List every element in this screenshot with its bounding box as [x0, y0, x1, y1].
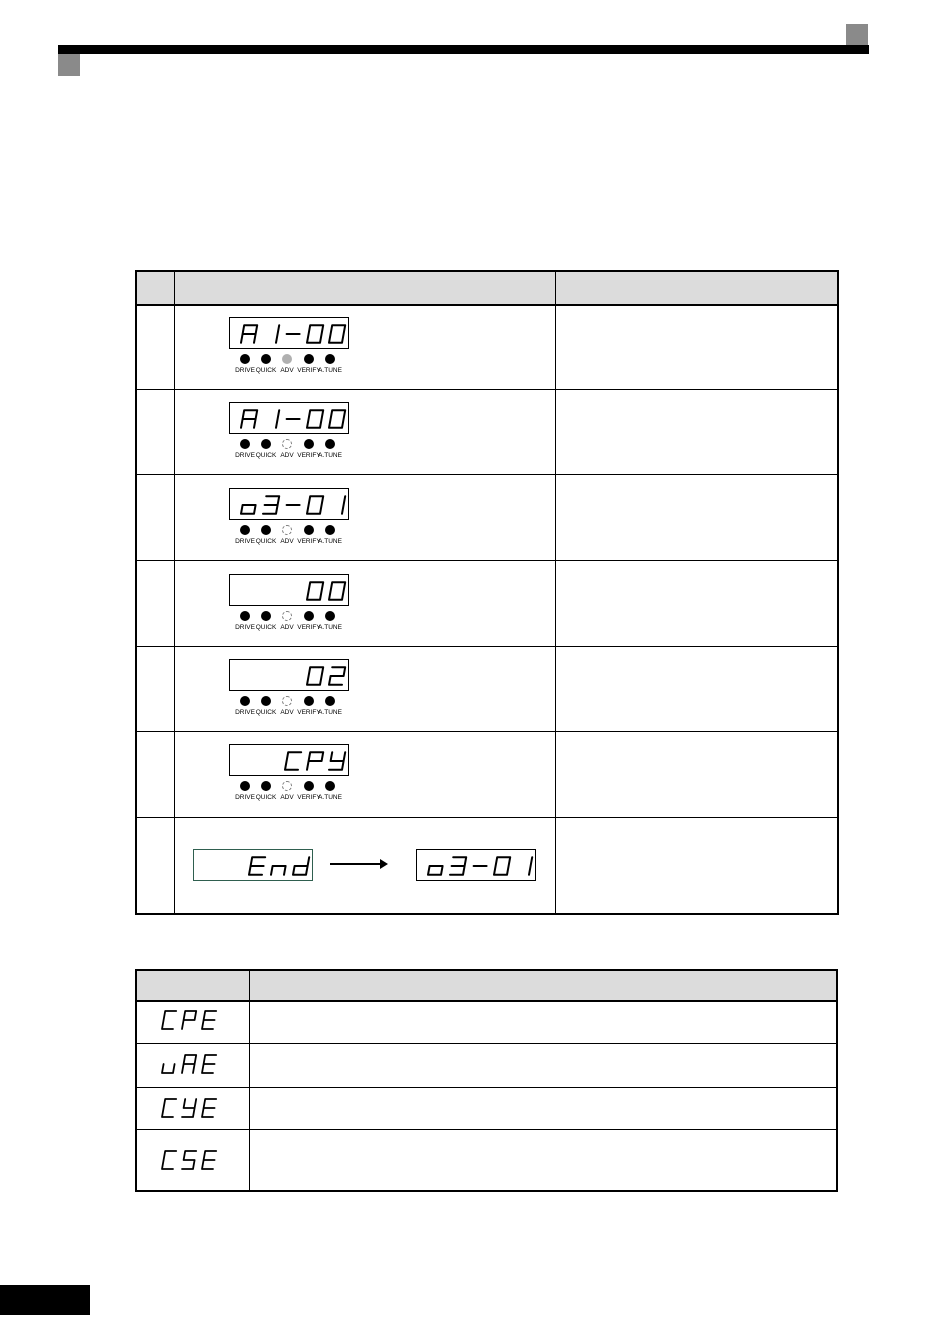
led-quick-icon: [261, 781, 271, 791]
led-atune-icon: [325, 354, 335, 364]
led-indicators: [229, 439, 369, 465]
led-label-adv: ADV: [280, 709, 294, 716]
led-quick-icon: [261, 611, 271, 621]
led-adv-icon: [282, 354, 292, 364]
led-verify-icon: [304, 696, 314, 706]
led-quick-icon: [261, 354, 271, 364]
led-label-drive: DRIVE: [235, 794, 255, 801]
led-label-drive: DRIVE: [235, 624, 255, 631]
led-label-verify: VERIFY: [297, 709, 321, 716]
led-atune-icon: [325, 439, 335, 449]
led-drive-icon: [240, 439, 250, 449]
step-lcd-display: [229, 317, 349, 349]
led-drive-icon: [240, 611, 250, 621]
led-label-atune: A.TUNE: [318, 367, 342, 374]
led-atune-icon: [325, 525, 335, 535]
led-label-quick: QUICK: [255, 794, 277, 801]
led-verify-icon: [304, 525, 314, 535]
led-drive-icon: [240, 354, 250, 364]
led-label-atune: A.TUNE: [318, 452, 342, 459]
led-label-quick: QUICK: [255, 367, 277, 374]
led-label-adv: ADV: [280, 367, 294, 374]
led-label-drive: DRIVE: [235, 367, 255, 374]
led-label-atune: A.TUNE: [318, 709, 342, 716]
led-label-adv: ADV: [280, 624, 294, 631]
error-code: [156, 1005, 226, 1035]
led-atune-icon: [325, 781, 335, 791]
led-verify-icon: [304, 439, 314, 449]
arrow-icon: [330, 863, 386, 865]
led-label-adv: ADV: [280, 538, 294, 545]
led-label-verify: VERIFY: [297, 367, 321, 374]
led-verify-icon: [304, 781, 314, 791]
led-label-quick: QUICK: [255, 709, 277, 716]
led-adv-icon: [282, 439, 292, 449]
final-lcd-from: [193, 849, 313, 881]
page-number-tab: [0, 1285, 90, 1315]
led-label-quick: QUICK: [255, 624, 277, 631]
error-table-header: [137, 971, 836, 1002]
led-label-atune: A.TUNE: [318, 624, 342, 631]
header-rule: [58, 45, 869, 54]
led-adv-icon: [282, 781, 292, 791]
led-label-verify: VERIFY: [297, 794, 321, 801]
step-lcd-display: [229, 574, 349, 606]
led-quick-icon: [261, 525, 271, 535]
led-indicators: [229, 525, 369, 551]
led-drive-icon: [240, 696, 250, 706]
led-quick-icon: [261, 439, 271, 449]
step-lcd-display: [229, 659, 349, 691]
led-adv-icon: [282, 525, 292, 535]
error-table: [135, 969, 838, 1192]
led-label-verify: VERIFY: [297, 538, 321, 545]
step-lcd-display: [229, 402, 349, 434]
led-label-verify: VERIFY: [297, 624, 321, 631]
led-label-quick: QUICK: [255, 538, 277, 545]
led-label-drive: DRIVE: [235, 709, 255, 716]
led-label-drive: DRIVE: [235, 538, 255, 545]
led-indicators: [229, 781, 369, 807]
final-lcd-to: [416, 849, 536, 881]
led-adv-icon: [282, 611, 292, 621]
header-marker-right: [846, 24, 868, 46]
led-label-quick: QUICK: [255, 452, 277, 459]
step-lcd-display: [229, 744, 349, 776]
error-code: [156, 1093, 226, 1123]
led-label-drive: DRIVE: [235, 452, 255, 459]
error-code: [156, 1049, 226, 1079]
led-indicators: [229, 354, 369, 380]
led-verify-icon: [304, 354, 314, 364]
led-quick-icon: [261, 696, 271, 706]
header-marker-left: [58, 54, 80, 76]
led-label-adv: ADV: [280, 794, 294, 801]
procedure-table-header: [137, 272, 837, 306]
led-drive-icon: [240, 781, 250, 791]
led-adv-icon: [282, 696, 292, 706]
led-indicators: [229, 696, 369, 722]
led-drive-icon: [240, 525, 250, 535]
led-atune-icon: [325, 696, 335, 706]
led-verify-icon: [304, 611, 314, 621]
led-indicators: [229, 611, 369, 637]
led-label-adv: ADV: [280, 452, 294, 459]
led-atune-icon: [325, 611, 335, 621]
led-label-atune: A.TUNE: [318, 538, 342, 545]
led-label-atune: A.TUNE: [318, 794, 342, 801]
error-code: [156, 1145, 226, 1175]
led-label-verify: VERIFY: [297, 452, 321, 459]
step-lcd-display: [229, 488, 349, 520]
